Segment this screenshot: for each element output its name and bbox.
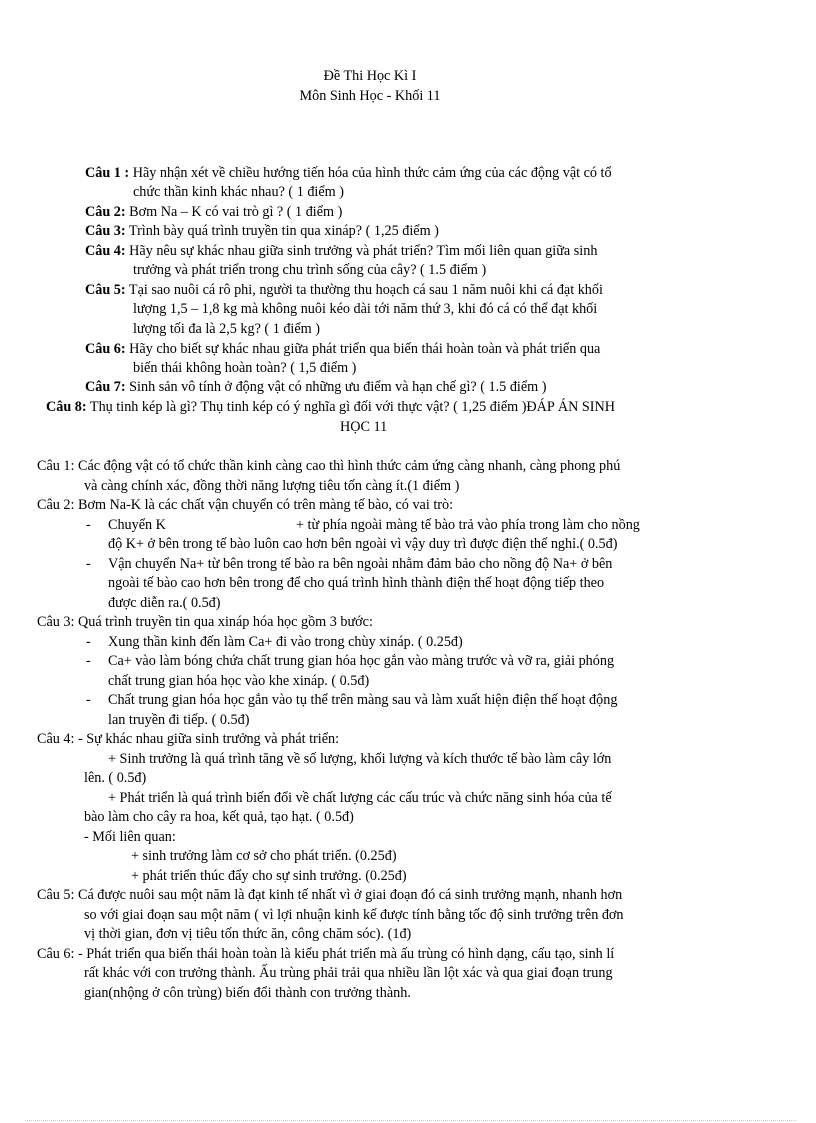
question-6: Câu 6: Hãy cho biết sự khác nhau giữa phát triển qua biến thái hoàn toàn và phát triển qua bbox=[85, 341, 601, 357]
bullet-dash: - bbox=[86, 517, 91, 533]
bullet-dash: - bbox=[86, 692, 91, 708]
bullet-dash: - bbox=[86, 634, 91, 650]
answer-3-bullet-3-cont: lan truyền đi tiếp. ( 0.5đ) bbox=[108, 712, 250, 728]
bullet-dash: - bbox=[86, 653, 91, 669]
answer-4-line-6: - Mối liên quan: bbox=[84, 829, 176, 845]
answer-4-line-3: lên. ( 0.5đ) bbox=[84, 770, 147, 786]
answer-5: Câu 5: Cá được nuôi sau một năm là đạt kinh tế nhất vì ở giai đoạn đó cá sinh trưởng mạnh, nhanh hơn bbox=[37, 887, 623, 903]
answer-4: Câu 4: - Sự khác nhau giữa sinh trưởng và phát triển: bbox=[37, 731, 340, 747]
answer-2-bullet-1-cont: độ K+ ở bên trong tế bào luôn cao hơn bên ngoài vì vậy duy trì được điện thế nghỉ.( 0.5đ) bbox=[108, 536, 618, 552]
answer-3-bullet-3: Chất trung gian hóa học gắn vào tụ thể trên màng sau và làm xuất hiện điện thế hoạt động bbox=[108, 692, 618, 708]
answer-4-line-2: + Sinh trưởng là quá trình tăng về số lượng, khối lượng và kích thước tế bào làm cây lớn bbox=[108, 751, 612, 767]
answer-2-bullet-1b: + từ phía ngoài màng tế bào trả vào phía trong làm cho nồng bbox=[296, 517, 640, 533]
answer-2: Câu 2: Bơm Na-K là các chất vận chuyển có trên màng tế bào, có vai trò: bbox=[37, 497, 454, 513]
question-4-cont: trưởng và phát triển trong chu trình sống của cây? ( 1.5 điểm ) bbox=[133, 262, 487, 278]
question-7: Câu 7: Sinh sản vô tính ở động vật có những ưu điểm và hạn chế gì? ( 1.5 điểm ) bbox=[85, 379, 547, 395]
answer-6: Câu 6: - Phát triển qua biến thái hoàn toàn là kiểu phát triển mà ấu trùng có hình dạng, cấu tạo, sinh lí bbox=[37, 946, 615, 962]
answer-key-title: HỌC 11 bbox=[340, 419, 388, 435]
answer-3: Câu 3: Quá trình truyền tin qua xináp hóa học gồm 3 bước: bbox=[37, 614, 373, 630]
answer-3-bullet-2: Ca+ vào làm bóng chứa chất trung gian hóa học gắn vào màng trước và vỡ ra, giải phóng bbox=[108, 653, 615, 669]
question-6-cont: biến thái không hoàn toàn? ( 1,5 điểm ) bbox=[133, 360, 357, 376]
answer-1-cont: và càng chính xác, đồng thời năng lượng tiêu tốn càng ít.(1 điểm ) bbox=[84, 478, 460, 494]
answer-2-bullet-2-cont2: được diễn ra.( 0.5đ) bbox=[108, 595, 221, 611]
bullet-dash: - bbox=[86, 556, 91, 572]
answer-2-bullet-1a: Chuyển K bbox=[108, 517, 166, 533]
question-5-cont2: lượng tối đa là 2,5 kg? ( 1 điểm ) bbox=[133, 321, 320, 337]
question-8: Câu 8: Thụ tinh kép là gì? Thụ tinh kép có ý nghĩa gì đối với thực vật? ( 1,25 điểm )ĐÁP ÁN SINH bbox=[46, 399, 615, 415]
answer-6-cont: rất khác với con trưởng thành. Ấu trùng phải trải qua nhiều lần lột xác và qua giai đoạn trung bbox=[84, 965, 613, 981]
question-1-cont: chức thần kinh khác nhau? ( 1 điểm ) bbox=[133, 184, 344, 200]
question-2: Câu 2: Bơm Na – K có vai trò gì ? ( 1 điểm ) bbox=[85, 204, 343, 220]
question-5-cont: lượng 1,5 – 1,8 kg mà không nuôi kéo dài tới năm thứ 3, khi đó cá có thể đạt khối bbox=[133, 301, 598, 317]
answer-4-line-4: + Phát triển là quá trình biến đổi về chất lượng các cấu trúc và chức năng sinh hóa của tế bbox=[108, 790, 612, 806]
question-5: Câu 5: Tại sao nuôi cá rô phi, người ta thường thu hoạch cá sau 1 năm nuôi khi cá đạt khối bbox=[85, 282, 603, 298]
answer-3-bullet-1: Xung thần kinh đến làm Ca+ đi vào trong chùy xináp. ( 0.25đ) bbox=[108, 634, 463, 650]
answer-4-line-7: + sinh trưởng làm cơ sở cho phát triển. (0.25đ) bbox=[131, 848, 397, 864]
page-bottom-rule bbox=[25, 1120, 796, 1121]
answer-3-bullet-2-cont: chất trung gian hóa học vào khe xináp. ( 0.5đ) bbox=[108, 673, 370, 689]
exam-subtitle: Môn Sinh Học - Khối 11 bbox=[299, 88, 441, 104]
answer-6-cont2: gian(nhộng ở côn trùng) biến đổi thành con trưởng thành. bbox=[84, 985, 411, 1001]
answer-4-line-8: + phát triển thúc đẩy cho sự sinh trưởng. (0.25đ) bbox=[131, 868, 407, 884]
question-1: Câu 1 : Hãy nhận xét về chiều hướng tiến hóa của hình thức cảm ứng của các động vật có tổ bbox=[85, 165, 612, 181]
exam-title: Đề Thi Học Kì I bbox=[323, 68, 417, 84]
answer-1: Câu 1: Các động vật có tổ chức thần kinh càng cao thì hình thức cảm ứng càng nhanh, càng phong phú bbox=[37, 458, 621, 474]
question-4: Câu 4: Hãy nêu sự khác nhau giữa sinh trưởng và phát triển? Tìm mối liên quan giữa sinh bbox=[85, 243, 598, 259]
answer-5-cont2: vị thời gian, đơn vị tiêu tốn thức ăn, công chăm sóc). (1đ) bbox=[84, 926, 412, 942]
answer-2-bullet-2-cont: ngoài tế bào cao hơn bên trong để cho quá trình hình thành điện thế hoạt động tiếp theo bbox=[108, 575, 605, 591]
question-3: Câu 3: Trình bày quá trình truyền tin qua xináp? ( 1,25 điểm ) bbox=[85, 223, 439, 239]
answer-4-line-5: bào làm cho cây ra hoa, kết quả, tạo hạt. ( 0.5đ) bbox=[84, 809, 354, 825]
answer-2-bullet-2: Vận chuyển Na+ từ bên trong tế bào ra bên ngoài nhằm đảm bảo cho nồng độ Na+ ở bên bbox=[108, 556, 613, 572]
answer-5-cont: so với giai đoạn sau một năm ( vì lợi nhuận kinh kế được tính bằng tốc độ sinh trưởng trên đơn bbox=[84, 907, 624, 923]
